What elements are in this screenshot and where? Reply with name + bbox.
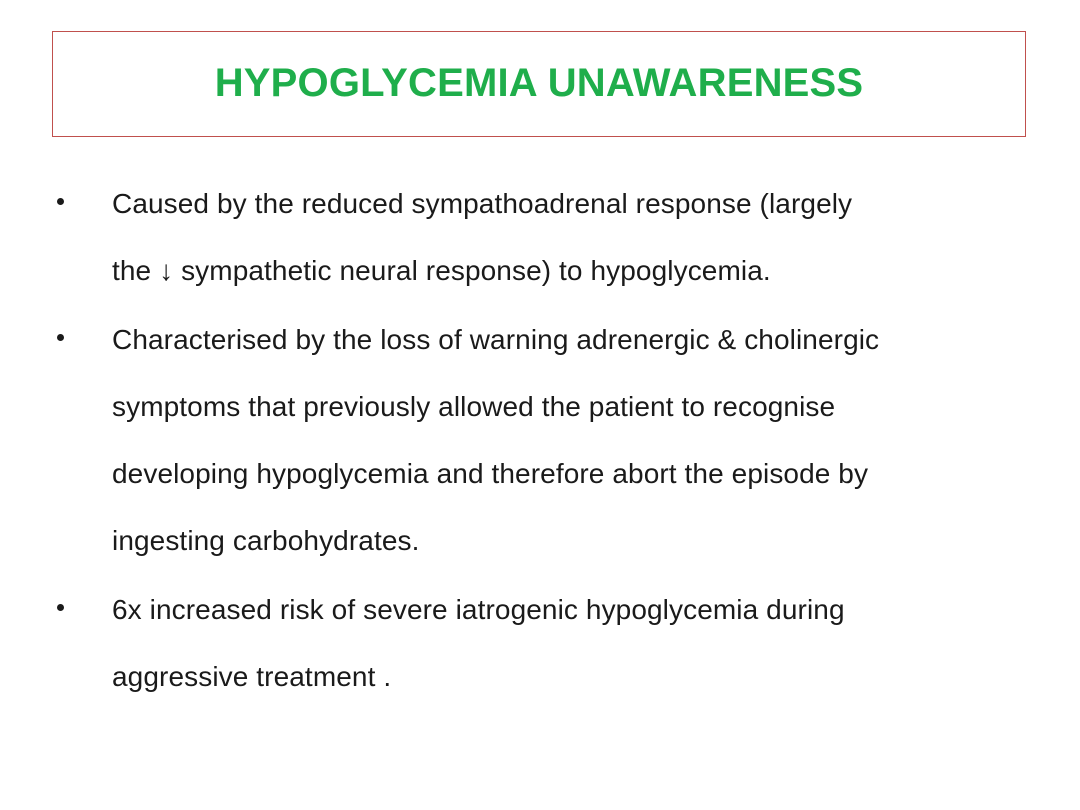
bullet-line: symptoms that previously allowed the patient to recognise — [112, 391, 836, 422]
bullet-item-cause — [55, 170, 1025, 304]
slide-title: HYPOGLYCEMIA UNAWARENESS — [214, 61, 864, 105]
bullet-line: aggressive treatment . — [112, 661, 392, 692]
bullet-line: ingesting carbohydrates. — [112, 525, 420, 556]
bullet-line: developing hypoglycemia and therefore abort the episode by — [112, 458, 869, 489]
title-box — [52, 31, 1026, 137]
bullet-line: Caused by the reduced sympathoadrenal response (largely — [112, 188, 853, 219]
bullet-dot-icon — [57, 198, 64, 205]
bullet-dot-icon — [57, 604, 64, 611]
bullet-line: Characterised by the loss of warning adrenergic & cholinergic — [112, 324, 880, 355]
bullet-line: the ↓ sympathetic neural response) to hypoglycemia. — [112, 255, 771, 286]
bullet-item-characterised — [55, 306, 1025, 574]
bullet-dot-icon — [57, 334, 64, 341]
bullet-line: 6x increased risk of severe iatrogenic hypoglycemia during — [112, 594, 845, 625]
bullet-item-risk — [55, 576, 1025, 710]
bullet-list — [55, 170, 1025, 712]
